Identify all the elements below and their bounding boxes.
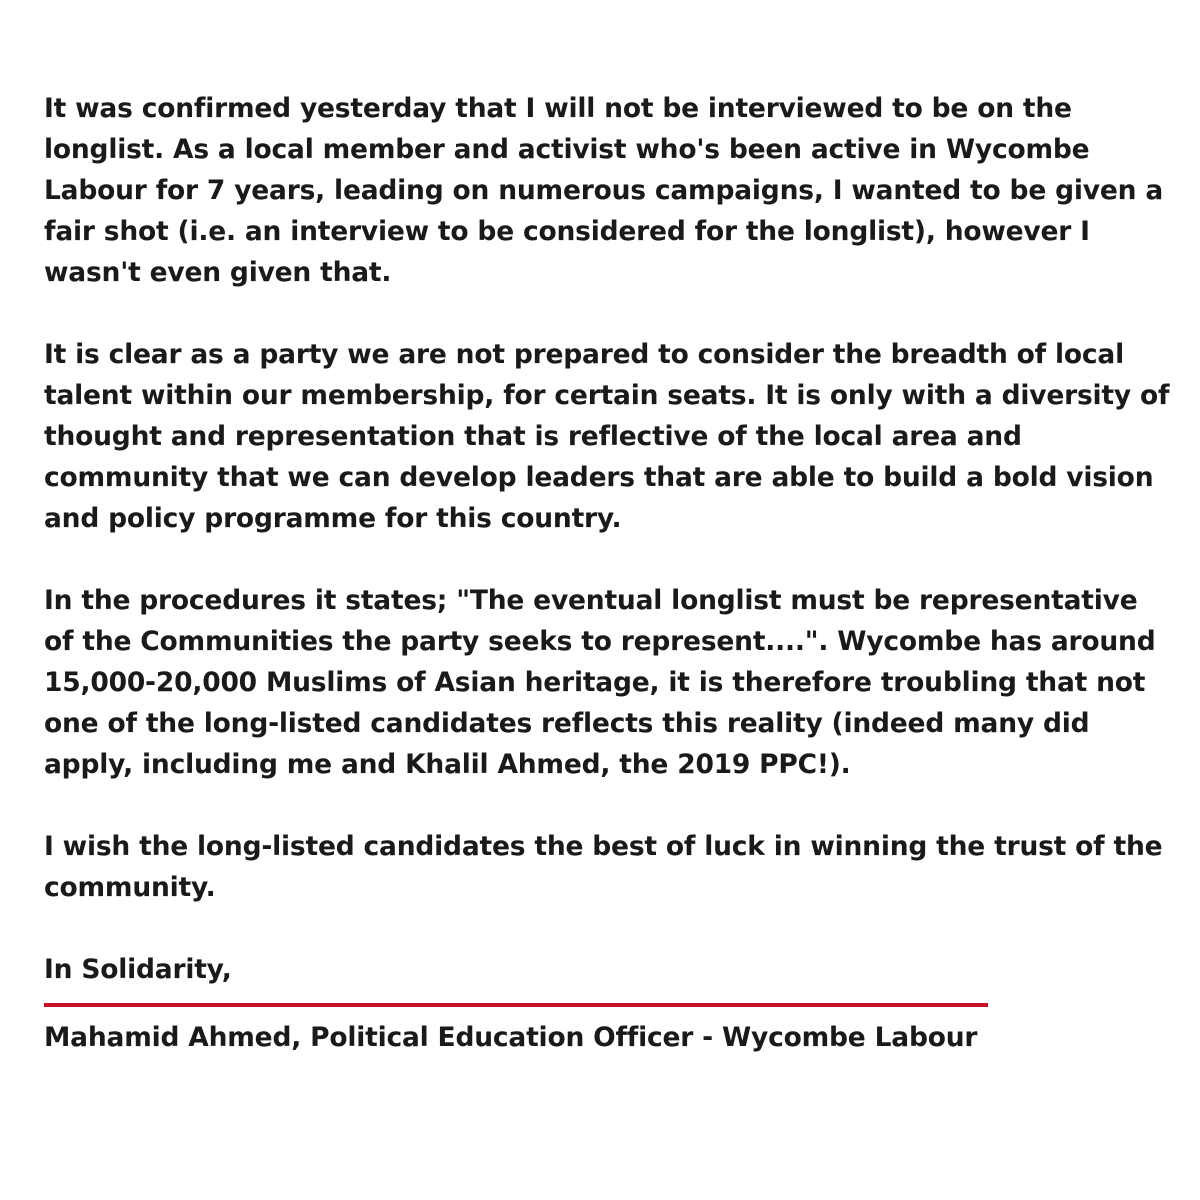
paragraph-longlist-decision: It was confirmed yesterday that I will not be interviewed to be on the longlist. As a local member and activist who's been active in Wycombe Labour for 7 years, leading on numerous campaigns, I wanted to be given a fair shot (i.e. an interview to be considered for the longlist), however I wasn't even given that. [44, 93, 1163, 288]
letter-body [44, 88, 1174, 1058]
closing-line: In Solidarity, [44, 954, 232, 985]
signature-divider [44, 1003, 988, 1007]
paragraph-local-talent: It is clear as a party we are not prepared to consider the breadth of local talent within our membership, for certain seats. It is only with a diversity of thought and representation that is reflective of the local area and community that we can develop leaders that are able to build a bold vision and policy programme for this country. [44, 339, 1170, 534]
paragraph-best-wishes: I wish the long-listed candidates the best of luck in winning the trust of the community. [44, 831, 1163, 903]
signature-line: Mahamid Ahmed, Political Education Officer - Wycombe Labour [44, 1022, 978, 1053]
paragraph-procedures: In the procedures it states; "The eventual longlist must be representative of the Communities the party seeks to represent....". Wycombe has around 15,000-20,000 Muslims of Asian heritage, it is therefore troubling that not one of the long-listed candidates reflects this reality (indeed many did apply, including me and Khalil Ahmed, the 2019 PPC!). [44, 585, 1156, 780]
